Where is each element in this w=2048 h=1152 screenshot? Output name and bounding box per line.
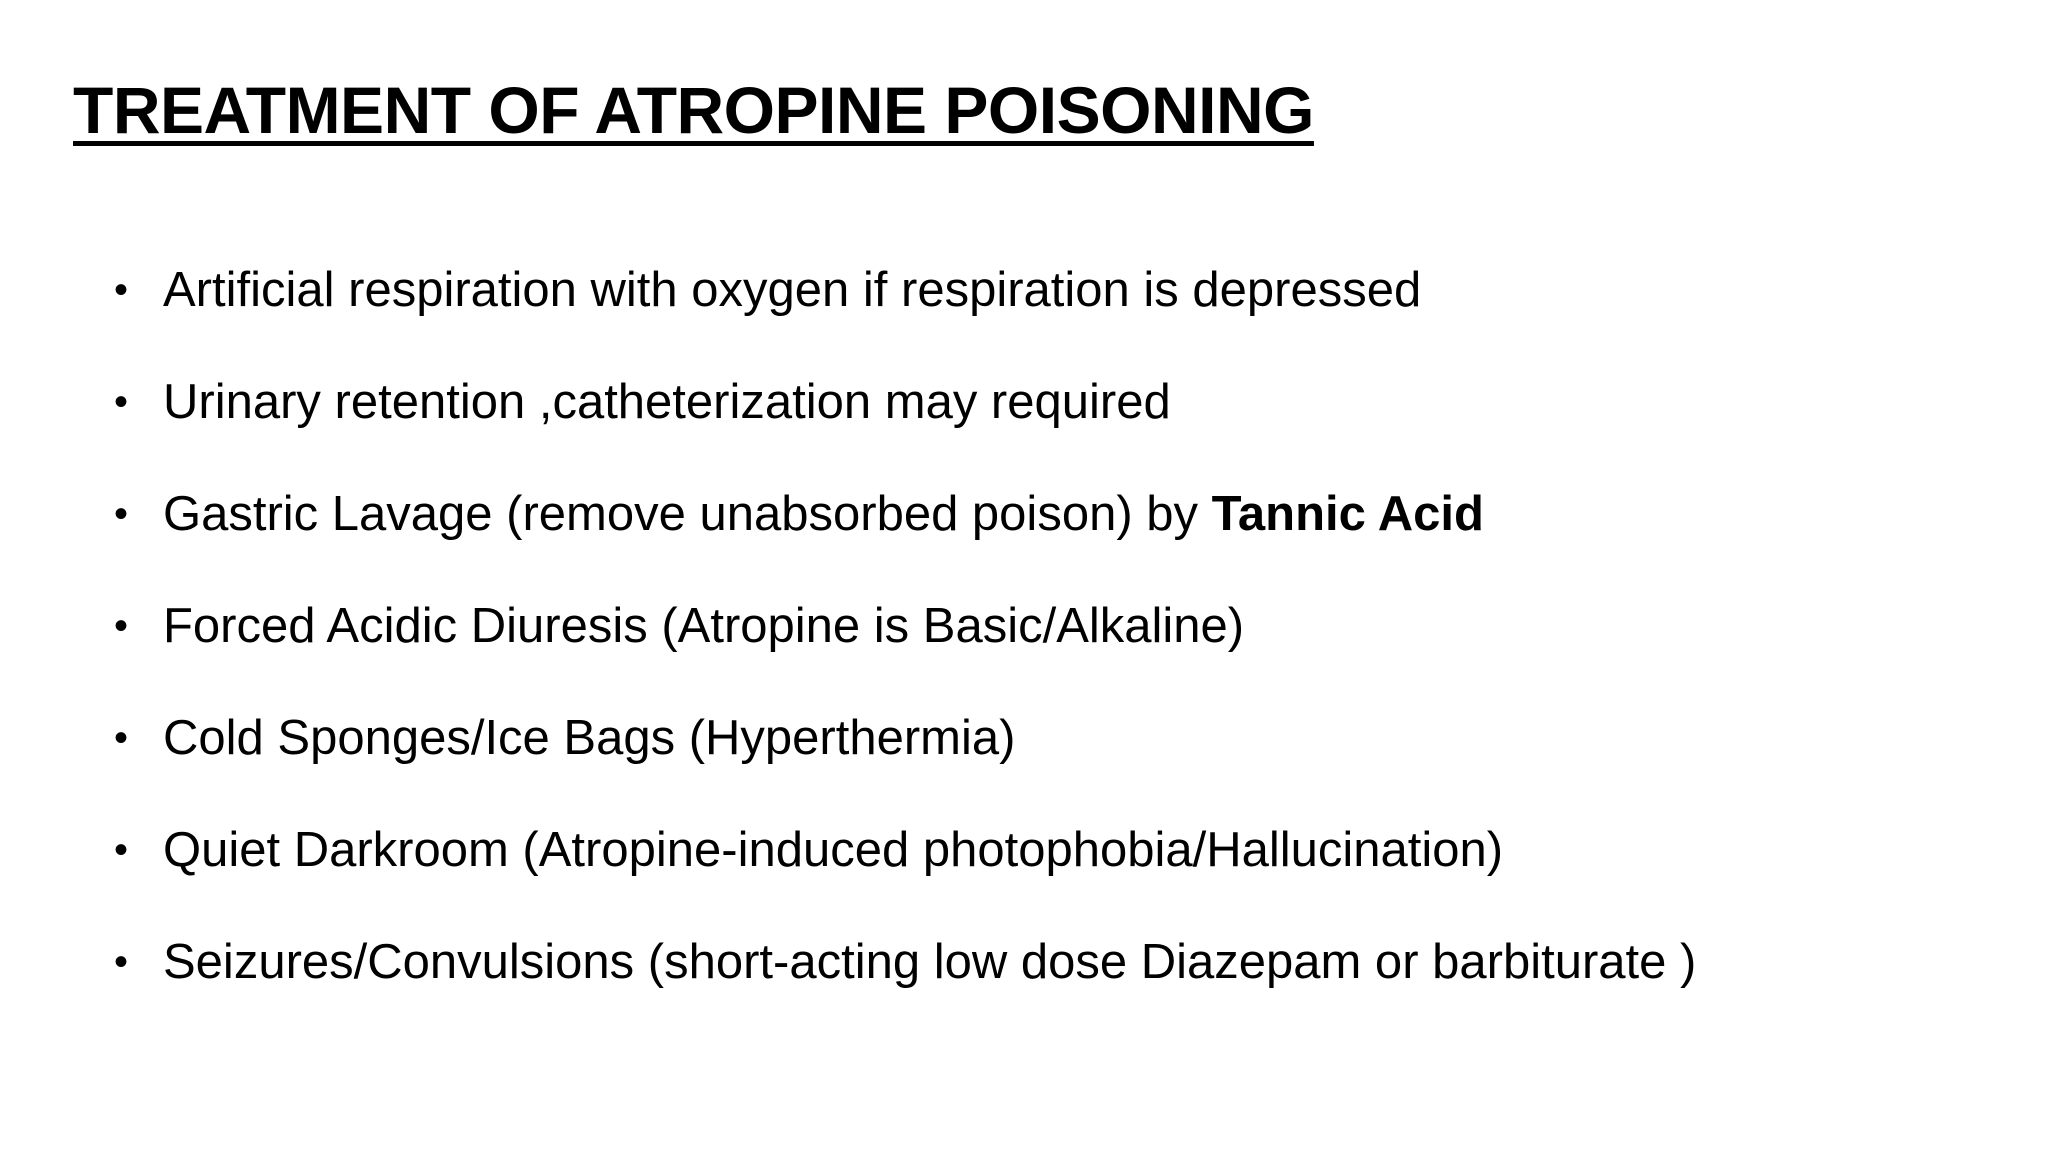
bullet-icon: • <box>114 268 129 312</box>
bullet-item-cold-sponges <box>110 703 1696 815</box>
bullet-item-respiration <box>110 255 1696 367</box>
bullet-text: Quiet Darkroom (Atropine-induced photophobia/Hallucination) <box>163 823 1504 877</box>
bullet-item-urinary-retention <box>110 367 1696 479</box>
bullet-icon: • <box>114 492 129 536</box>
bullet-text: Cold Sponges/Ice Bags (Hyperthermia) <box>163 711 1016 765</box>
bullet-text-bold: Tannic Acid <box>1211 487 1484 541</box>
bullet-text: Urinary retention ,catheterization may required <box>163 375 1171 429</box>
bullet-icon: • <box>114 716 129 760</box>
bullet-icon: • <box>114 604 129 648</box>
bullet-icon: • <box>114 940 129 984</box>
bullet-icon: • <box>114 380 129 424</box>
bullet-item-seizures <box>110 927 1696 1039</box>
slide-title: TREATMENT OF ATROPINE POISONING <box>73 73 1314 147</box>
bullet-item-quiet-darkroom <box>110 815 1696 927</box>
bullet-list <box>110 255 1696 1039</box>
bullet-text: Seizures/Convulsions (short-acting low dose Diazepam or barbiturate ) <box>163 935 1697 989</box>
bullet-icon: • <box>114 828 129 872</box>
bullet-text: Forced Acidic Diuresis (Atropine is Basic/Alkaline) <box>163 599 1245 653</box>
bullet-text: Gastric Lavage (remove unabsorbed poison) by <box>163 487 1212 541</box>
bullet-item-gastric-lavage <box>110 479 1696 591</box>
bullet-item-forced-diuresis <box>110 591 1696 703</box>
bullet-text: Artificial respiration with oxygen if respiration is depressed <box>163 263 1422 317</box>
